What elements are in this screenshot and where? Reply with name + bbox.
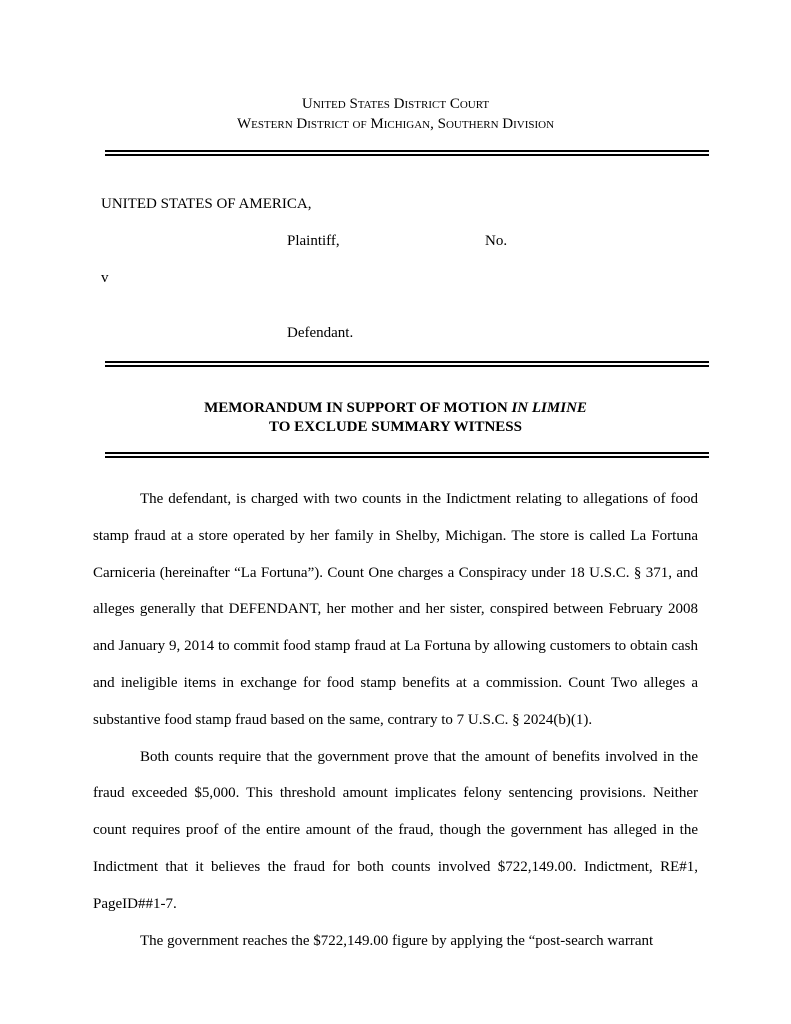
body-paragraph: The government reaches the $722,149.00 figure by applying the “post-search warrant xyxy=(140,932,654,949)
document-title-line1 xyxy=(0,399,791,418)
title-bottom-rule xyxy=(105,452,709,458)
body-paragraph: The defendant, is charged with two counts in the Indictment relating to allegations of food stamp fraud at a store operated by her family in Shelby, Michigan. The store is called La Fortuna Carniceria (hereinafter “La Fortuna”). Count One charges a Conspiracy under 18 U.S.C. § 371, and alleges generally that DEFENDANT, her mother and her sister, conspired between February 2008 and January 9, 2014 to commit food stamp fraud at La Fortuna by allowing customers to obtain cash and ineligible items in exchange for food stamp benefits at a commission. Count Two alleges a substantive food stamp fraud based on the same, contrary to 7 U.S.C. § 2024(b)(1). xyxy=(93,491,698,728)
court-name-text: United States District Court xyxy=(301,96,490,112)
caption-case-number: No. xyxy=(485,233,508,249)
caption-party: UNITED STATES OF AMERICA, xyxy=(101,196,312,212)
title-prefix: MEMORANDUM IN SUPPORT OF MOTION xyxy=(204,400,512,416)
body-paragraph: Both counts require that the government prove that the amount of benefits involved in the fraud exceeded $5,000. This threshold amount implicates felony sentencing provisions. Neither count requires proof of the entire amount of the fraud, though the government has alleged in the Indictment that it believes the fraud for both counts involved $722,149.00. Indictment, RE#1, PageID##1-7. xyxy=(93,748,698,912)
court-district xyxy=(0,114,791,134)
title-italic: IN LIMINE xyxy=(511,400,587,416)
caption-bottom-rule xyxy=(105,361,709,367)
caption-defendant-label: Defendant. xyxy=(287,325,354,341)
caption-top-rule xyxy=(105,150,709,156)
court-name xyxy=(0,94,791,114)
court-district-text: Western District of Michigan, Southern Division xyxy=(236,116,555,132)
caption-plaintiff-label: Plaintiff, xyxy=(287,233,340,249)
document-title-line2: TO EXCLUDE SUMMARY WITNESS xyxy=(269,419,522,435)
caption-versus: v xyxy=(101,270,109,286)
document-body xyxy=(93,481,698,959)
